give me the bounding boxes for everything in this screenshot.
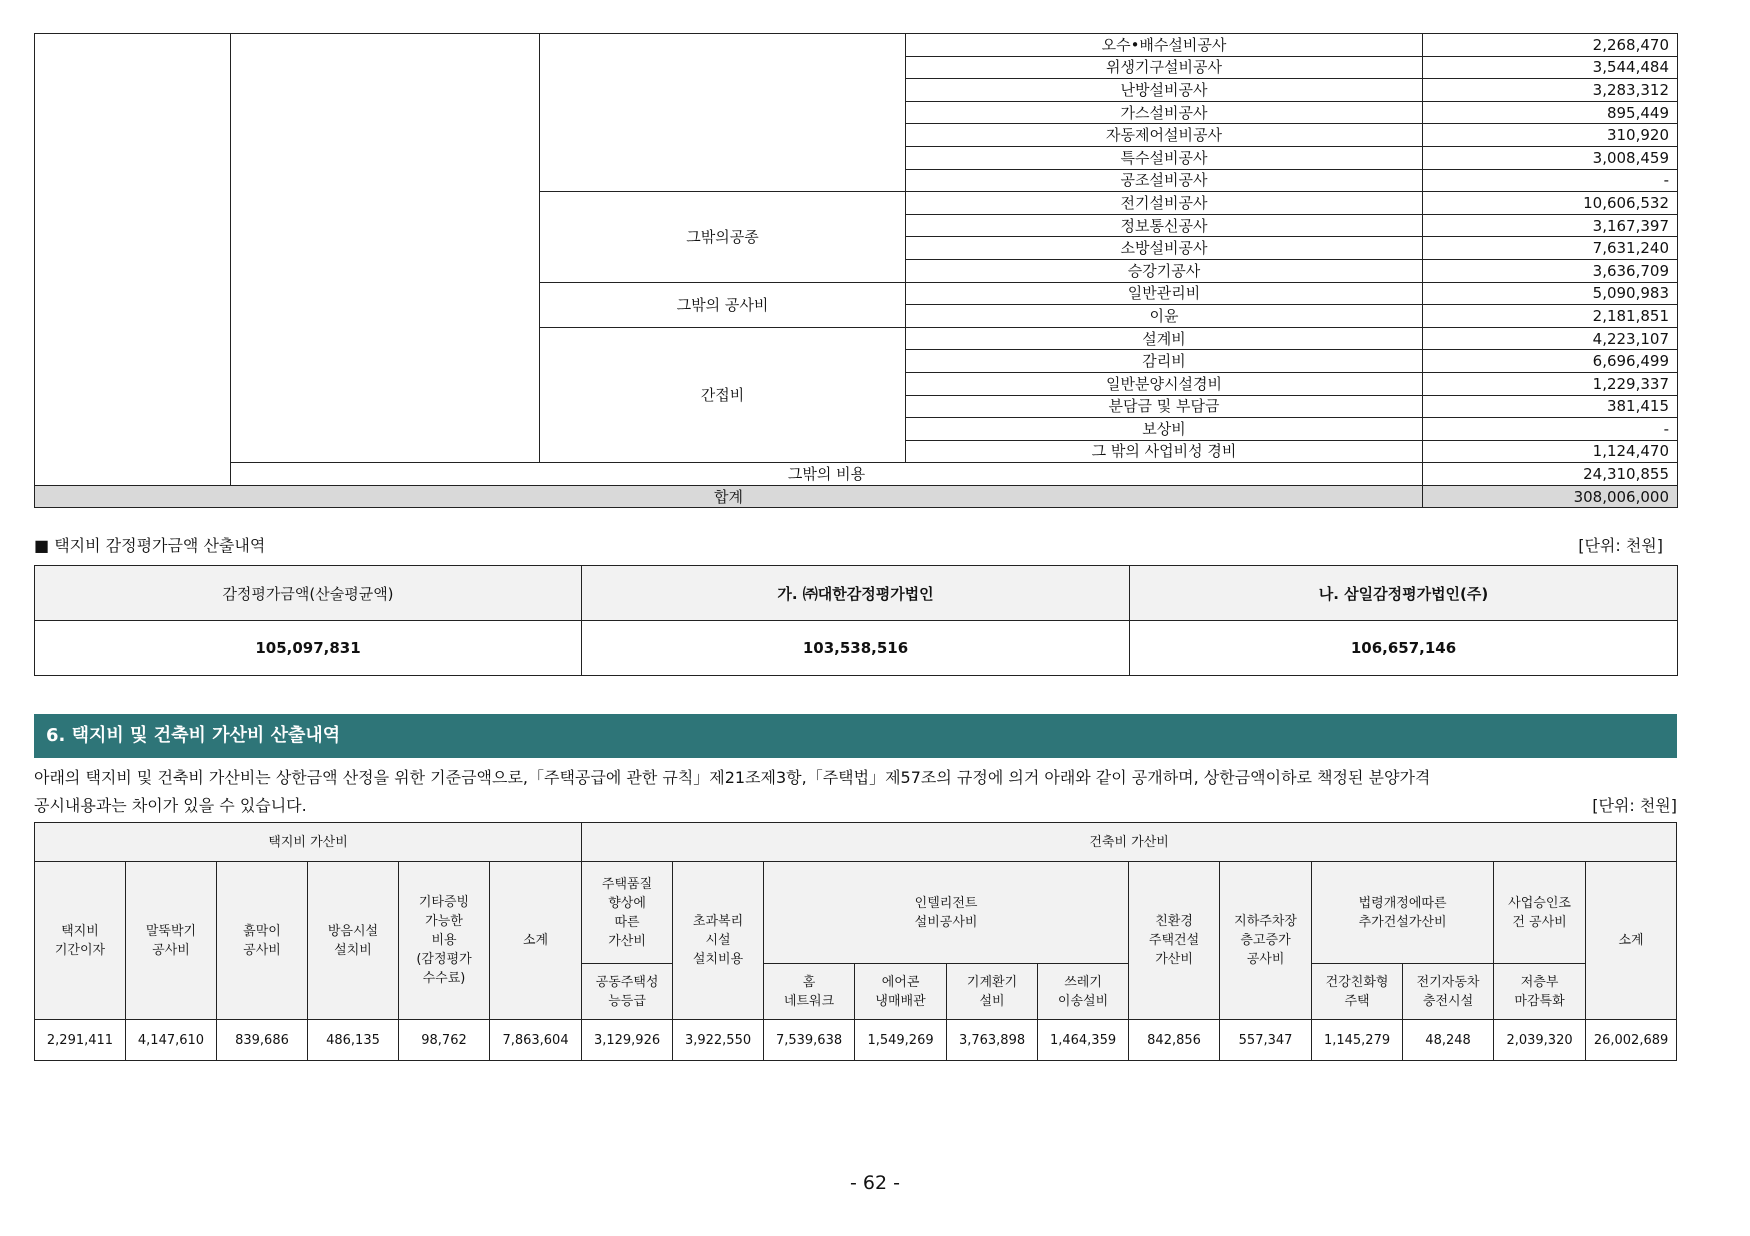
law-sub-header: 전기자동차 충전시설 (1403, 964, 1494, 1020)
appraisal-title: ■ 택지비 감정평가금액 산출내역 (34, 536, 266, 555)
cost-value: 895,449 (1423, 101, 1678, 124)
appraisal-value: 105,097,831 (35, 621, 582, 676)
addition-value: 3,129,926 (582, 1020, 673, 1061)
cost-item: 자동제어설비공사 (906, 124, 1423, 147)
section-unit: [단위: 천원] (1592, 796, 1677, 815)
land-addition-header: 택지비 가산비 (35, 823, 582, 862)
appraisal-value: 103,538,516 (582, 621, 1130, 676)
cost-value: 310,920 (1423, 124, 1678, 147)
land-col-header: 소계 (490, 862, 582, 1020)
welfare-header: 초과복리 시설 설치비용 (673, 862, 764, 1020)
section-title: 6. 택지비 및 건축비 가산비 산출내역 (34, 714, 1677, 758)
building-subtotal-header: 소계 (1586, 862, 1677, 1020)
cost-item: 가스설비공사 (906, 101, 1423, 124)
cost-value: 1,229,337 (1423, 372, 1678, 395)
addition-value: 4,147,610 (126, 1020, 217, 1061)
addition-value: 1,464,359 (1038, 1020, 1129, 1061)
addition-value: 1,549,269 (855, 1020, 947, 1061)
cost-item: 특수설비공사 (906, 146, 1423, 169)
addition-cost-table (34, 822, 1677, 1061)
page-number: - 62 - (850, 1172, 900, 1194)
cost-item: 전기설비공사 (906, 192, 1423, 215)
land-col-header: 말뚝박기 공사비 (126, 862, 217, 1020)
intelligent-sub-header: 에어콘 냉매배관 (855, 964, 947, 1020)
land-col-header: 기타증빙 가능한 비용 (감정평가 수수료) (399, 862, 490, 1020)
land-col-header: 흙막이 공사비 (217, 862, 308, 1020)
cost-value: 3,636,709 (1423, 259, 1678, 282)
addition-value: 2,291,411 (35, 1020, 126, 1061)
quality-header: 주택품질 향상에 따른 가산비 (582, 862, 673, 964)
cost-item: 공조설비공사 (906, 169, 1423, 192)
cost-value: 381,415 (1423, 395, 1678, 418)
group-other-works: 그밖의공종 (540, 192, 906, 282)
cost-item: 승강기공사 (906, 259, 1423, 282)
cost-value: 3,283,312 (1423, 79, 1678, 102)
approval-header: 사업승인조 건 공사비 (1494, 862, 1586, 964)
parking-header: 지하주차장 층고증가 공사비 (1220, 862, 1312, 1020)
addition-value: 7,863,604 (490, 1020, 582, 1061)
intelligent-sub-header: 홈 네트워크 (764, 964, 855, 1020)
law-sub-header: 건강친화형 주택 (1312, 964, 1403, 1020)
addition-value: 3,763,898 (947, 1020, 1038, 1061)
group-other-construction: 그밖의 공사비 (540, 282, 906, 327)
addition-value: 486,135 (308, 1020, 399, 1061)
section-description-line: 공시내용과는 차이가 있을 수 있습니다. (34, 796, 307, 815)
cost-item: 분담금 및 부담금 (906, 395, 1423, 418)
cost-value: - (1423, 418, 1678, 441)
addition-value: 1,145,279 (1312, 1020, 1403, 1061)
addition-value: 557,347 (1220, 1020, 1312, 1061)
cost-value: 10,606,532 (1423, 192, 1678, 215)
intelligent-header: 인텔리전트 설비공사비 (764, 862, 1129, 964)
cost-item: 일반분양시설경비 (906, 372, 1423, 395)
appraisal-header: 나. 삼일감정평가법인(주) (1130, 566, 1678, 621)
building-addition-header: 건축비 가산비 (582, 823, 1677, 862)
addition-value: 26,002,689 (1586, 1020, 1677, 1061)
cost-value: 2,268,470 (1423, 34, 1678, 57)
cost-item: 설계비 (906, 327, 1423, 350)
cost-value: 3,008,459 (1423, 146, 1678, 169)
quality-sub-header: 공동주택성 능등급 (582, 964, 673, 1020)
cost-item: 위생기구설비공사 (906, 56, 1423, 79)
section-description-line: 아래의 택지비 및 건축비 가산비는 상한금액 산정을 위한 기준금액으로,「주택공급에 관한 규칙」제21조제3항,「주택법」제57조의 규정에 의거 아래와 같이 공개하며, 상한금액이하로 책정된 분양가격 (34, 768, 1431, 787)
cost-value: 3,167,397 (1423, 214, 1678, 237)
cost-breakdown-table (34, 33, 1678, 508)
total-value: 308,006,000 (1423, 485, 1678, 508)
cost-group-cell (540, 34, 906, 192)
cost-value: 7,631,240 (1423, 237, 1678, 260)
land-col-header: 방음시설 설치비 (308, 862, 399, 1020)
cost-value: 2,181,851 (1423, 305, 1678, 328)
cost-subcategory-cell (231, 34, 540, 463)
appraisal-unit: [단위: 천원] (1578, 536, 1663, 555)
addition-value: 48,248 (1403, 1020, 1494, 1061)
addition-value: 7,539,638 (764, 1020, 855, 1061)
total-label: 합계 (35, 485, 1423, 508)
approval-sub-header: 저층부 마감특화 (1494, 964, 1586, 1020)
cost-value: 6,696,499 (1423, 350, 1678, 373)
addition-value: 842,856 (1129, 1020, 1220, 1061)
group-indirect: 간접비 (540, 327, 906, 463)
appraisal-header: 감정평가금액(산술평균액) (35, 566, 582, 621)
appraisal-header: 가. ㈜대한감정평가법인 (582, 566, 1130, 621)
eco-header: 친환경 주택건설 가산비 (1129, 862, 1220, 1020)
cost-item: 난방설비공사 (906, 79, 1423, 102)
other-costs-label: 그밖의 비용 (231, 463, 1423, 486)
cost-value: 5,090,983 (1423, 282, 1678, 305)
cost-item: 오수•배수설비공사 (906, 34, 1423, 57)
cost-item: 그 밖의 사업비성 경비 (906, 440, 1423, 463)
appraisal-value: 106,657,146 (1130, 621, 1678, 676)
cost-value: - (1423, 169, 1678, 192)
addition-value: 3,922,550 (673, 1020, 764, 1061)
addition-value: 839,686 (217, 1020, 308, 1061)
other-costs-value: 24,310,855 (1423, 463, 1678, 486)
cost-item: 정보통신공사 (906, 214, 1423, 237)
cost-item: 이윤 (906, 305, 1423, 328)
addition-value: 98,762 (399, 1020, 490, 1061)
law-header: 법령개정에따른 추가건설가산비 (1312, 862, 1494, 964)
cost-value: 4,223,107 (1423, 327, 1678, 350)
appraisal-table (34, 565, 1678, 676)
cost-item: 보상비 (906, 418, 1423, 441)
cost-item: 소방설비공사 (906, 237, 1423, 260)
intelligent-sub-header: 기계환기 설비 (947, 964, 1038, 1020)
intelligent-sub-header: 쓰레기 이송설비 (1038, 964, 1129, 1020)
cost-item: 일반관리비 (906, 282, 1423, 305)
addition-value: 2,039,320 (1494, 1020, 1586, 1061)
section-description (34, 764, 1677, 820)
cost-item: 감리비 (906, 350, 1423, 373)
cost-category-cell (35, 34, 231, 486)
cost-value: 3,544,484 (1423, 56, 1678, 79)
cost-value: 1,124,470 (1423, 440, 1678, 463)
land-col-header: 택지비 기간이자 (35, 862, 126, 1020)
